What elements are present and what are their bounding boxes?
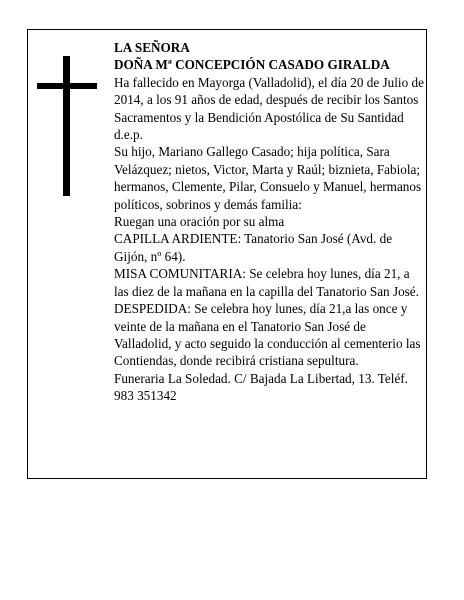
family-members: Su hijo, Mariano Gallego Casado; hija política, Sara Velázquez; nietos, Victor, Marta y Raúl; biznieta, Fabiola; hermanos, Clemente, Pilar, Consuelo y Manuel, hermanos políticos, sobrinos y demás familia: (114, 144, 422, 212)
dep-text: d.e.p. (114, 127, 143, 143)
farewell-info: DESPEDIDA: Se celebra hoy lunes, día 21,a las once y veinte de la mañana en el Tanatorio San José de Valladolid, y acto seguido la conducción al cementerio las Contiendas, donde recibirá cristiana sepultura. (114, 301, 421, 369)
chapel-info: CAPILLA ARDIENTE: Tanatorio San José (Avd. de Gijón, nº 64). (114, 231, 393, 264)
mass-info: MISA COMUNITARIA: Se celebra hoy lunes, día 21, a las diez de la mañana en la capilla del Tanatorio San José. (114, 266, 419, 299)
notice-title: LA SEÑORA (114, 40, 190, 55)
funeral-home-info: Funeraria La Soledad. C/ Bajada La Libertad, 13. Teléf. 983 351342 (114, 370, 408, 404)
death-announcement: Ha fallecido en Mayorga (Valladolid), el día 20 de Julio de 2014, a los 91 años de edad, después de recibir los Santos Sacramentos y la Bendición Apostólica de Su Santidad (114, 74, 424, 125)
deceased-name: DOÑA Mª CONCEPCIÓN CASADO GIRALDA (114, 57, 390, 73)
obituary-text (114, 39, 424, 405)
cross-icon-bar (37, 83, 97, 89)
prayer-request: Ruegan una oración por su alma (114, 214, 285, 230)
cross-icon (63, 56, 70, 196)
